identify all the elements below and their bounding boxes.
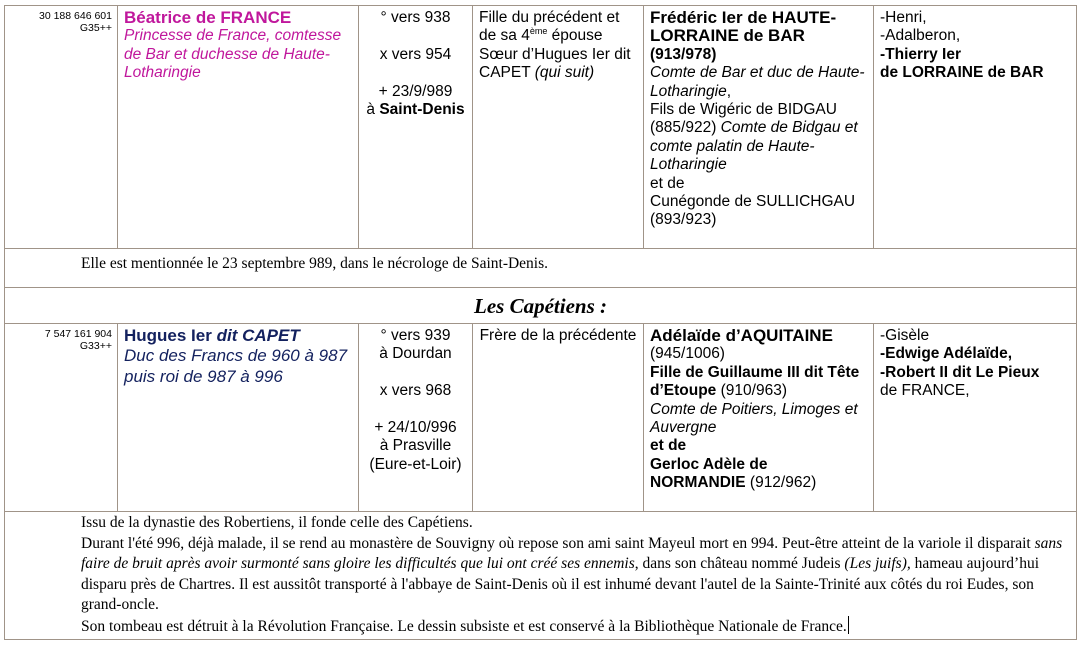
person-name: Béatrice de FRANCE: [124, 8, 292, 27]
child-item: -Edwige Adélaïde,: [880, 345, 1013, 363]
section-heading-row: [5, 288, 1077, 324]
spouse-name: Adélaïde d’AQUITAINE: [650, 326, 833, 345]
relation-sibling: Sœur d’Hugues Ier dit CAPET (qui suit): [479, 45, 631, 82]
spouse-father: Fille de Guillaume III dit Tête d’Etoupe (910/963): [650, 363, 860, 400]
death-date: + 24/10/996: [374, 419, 457, 436]
children-cell: [874, 6, 1077, 249]
child-item: de LORRAINE de BAR: [880, 64, 1044, 82]
dates-cell: [359, 324, 473, 512]
death-place: à Saint-Denis: [366, 101, 465, 118]
birth-date: ° vers 939: [380, 327, 451, 344]
child-item: de FRANCE,: [880, 382, 970, 400]
spouse-mother: Cunégonde de SULLICHGAU: [650, 193, 856, 211]
child-item: -Gisèle: [880, 327, 930, 344]
spouse-father-info: (885/922) Comte de Bidgau et comte palatin de Haute-Lotharingie: [650, 119, 858, 174]
genealogy-table: [4, 5, 1077, 640]
spouse-father-titles: Comte de Poitiers, Limoges et Auvergne: [650, 400, 858, 437]
entry-row-hugues: [5, 324, 1077, 512]
person-titles: Princesse de France, comtesse de Bar et duchesse de Haute-Lotharingie: [124, 27, 342, 82]
child-item: -Robert II dit Le Pieux: [880, 363, 1040, 381]
child-item: -Henri,: [880, 9, 927, 26]
note-row-beatrice: [5, 249, 1077, 288]
spouse-name: Frédéric Ier de HAUTE-LORRAINE de BAR: [650, 8, 837, 46]
spouse-father: Fils de Wigéric de BIDGAU: [650, 101, 837, 119]
person-name: Hugues Ier dit CAPET: [124, 326, 300, 345]
birth-place: à Dourdan: [379, 345, 452, 363]
note-paragraph: Durant l'été 996, déjà malade, il se rend au monastère de Souvigny où repose son ami saint Mayeul mort en 994. Peut-être atteint de la variole il disparait sans faire de bruit après avoir surmonté sans gloire les difficultés que lui ont créé ses ennemis, dans son château nommé Judeis (Les juifs), hameau aujourd’hui disparu près de Chartres. Il est aussitôt transporté à l'abbaye de Saint-Denis où il est inhumé devant l'autel de la Sainte-Trinité aux côtés du roi Eudes, son grand-oncle.: [81, 534, 1063, 614]
relation-text: Fille du précédent et de sa 4ème épouse: [479, 9, 620, 45]
sosa-number: 30 188 646 601: [39, 10, 112, 22]
section-heading: Les Capétiens :: [5, 288, 1077, 324]
sosa-number: 7 547 161 904: [44, 328, 112, 340]
relation-cell: [473, 324, 644, 512]
spouse-cell: [644, 6, 874, 249]
spouse-and: et de: [650, 437, 687, 455]
dates-cell: [359, 6, 473, 249]
sosa-number-cell: [5, 324, 118, 512]
relation-cell: [473, 6, 644, 249]
death-region: (Eure-et-Loir): [369, 455, 462, 473]
generation-code: G33++: [79, 340, 112, 352]
child-item: -Thierry Ier: [880, 45, 961, 63]
note-line: Issu de la dynastie des Robertiens, il fonde celle des Capétiens.: [81, 514, 473, 531]
children-cell: [874, 324, 1077, 512]
spouse-titles: Comte de Bar et duc de Haute-Lotharingie,: [650, 64, 865, 100]
entry-row-beatrice: [5, 6, 1077, 249]
sosa-number-cell: [5, 6, 118, 249]
note-row-hugues: [5, 512, 1077, 640]
birth-date: ° vers 938: [380, 9, 451, 26]
spouse-cell: [644, 324, 874, 512]
text-cursor: [848, 616, 849, 634]
generation-code: G35++: [79, 22, 112, 34]
biography-note: [5, 512, 1077, 640]
person-cell: [118, 6, 359, 249]
spouse-mother: Gerloc Adèle de NORMANDIE (912/962): [650, 455, 817, 492]
spouse-mother-dates: (893/923): [650, 211, 717, 229]
note-line[interactable]: Son tombeau est détruit à la Révolution Française. Le dessin subsiste et est conservé à la Bibliothèque Nationale de France.: [81, 617, 847, 635]
marriage-date: x vers 954: [379, 45, 452, 63]
spouse-and: et de: [650, 174, 685, 192]
person-cell: [118, 324, 359, 512]
death-place: à Prasville: [379, 437, 452, 455]
relation-text: Frère de la précédente: [479, 327, 637, 344]
spouse-dates: (913/978): [650, 45, 717, 63]
spouse-dates: (945/1006): [650, 345, 725, 363]
marriage-date: x vers 968: [379, 382, 452, 400]
child-item: -Adalberon,: [880, 27, 961, 45]
biography-note: Elle est mentionnée le 23 septembre 989, dans le nécrologe de Saint-Denis.: [5, 249, 1077, 288]
death-date: + 23/9/989: [378, 82, 453, 100]
person-titles: Duc des Francs de 960 à 987 puis roi de 987 à 996: [124, 346, 348, 387]
